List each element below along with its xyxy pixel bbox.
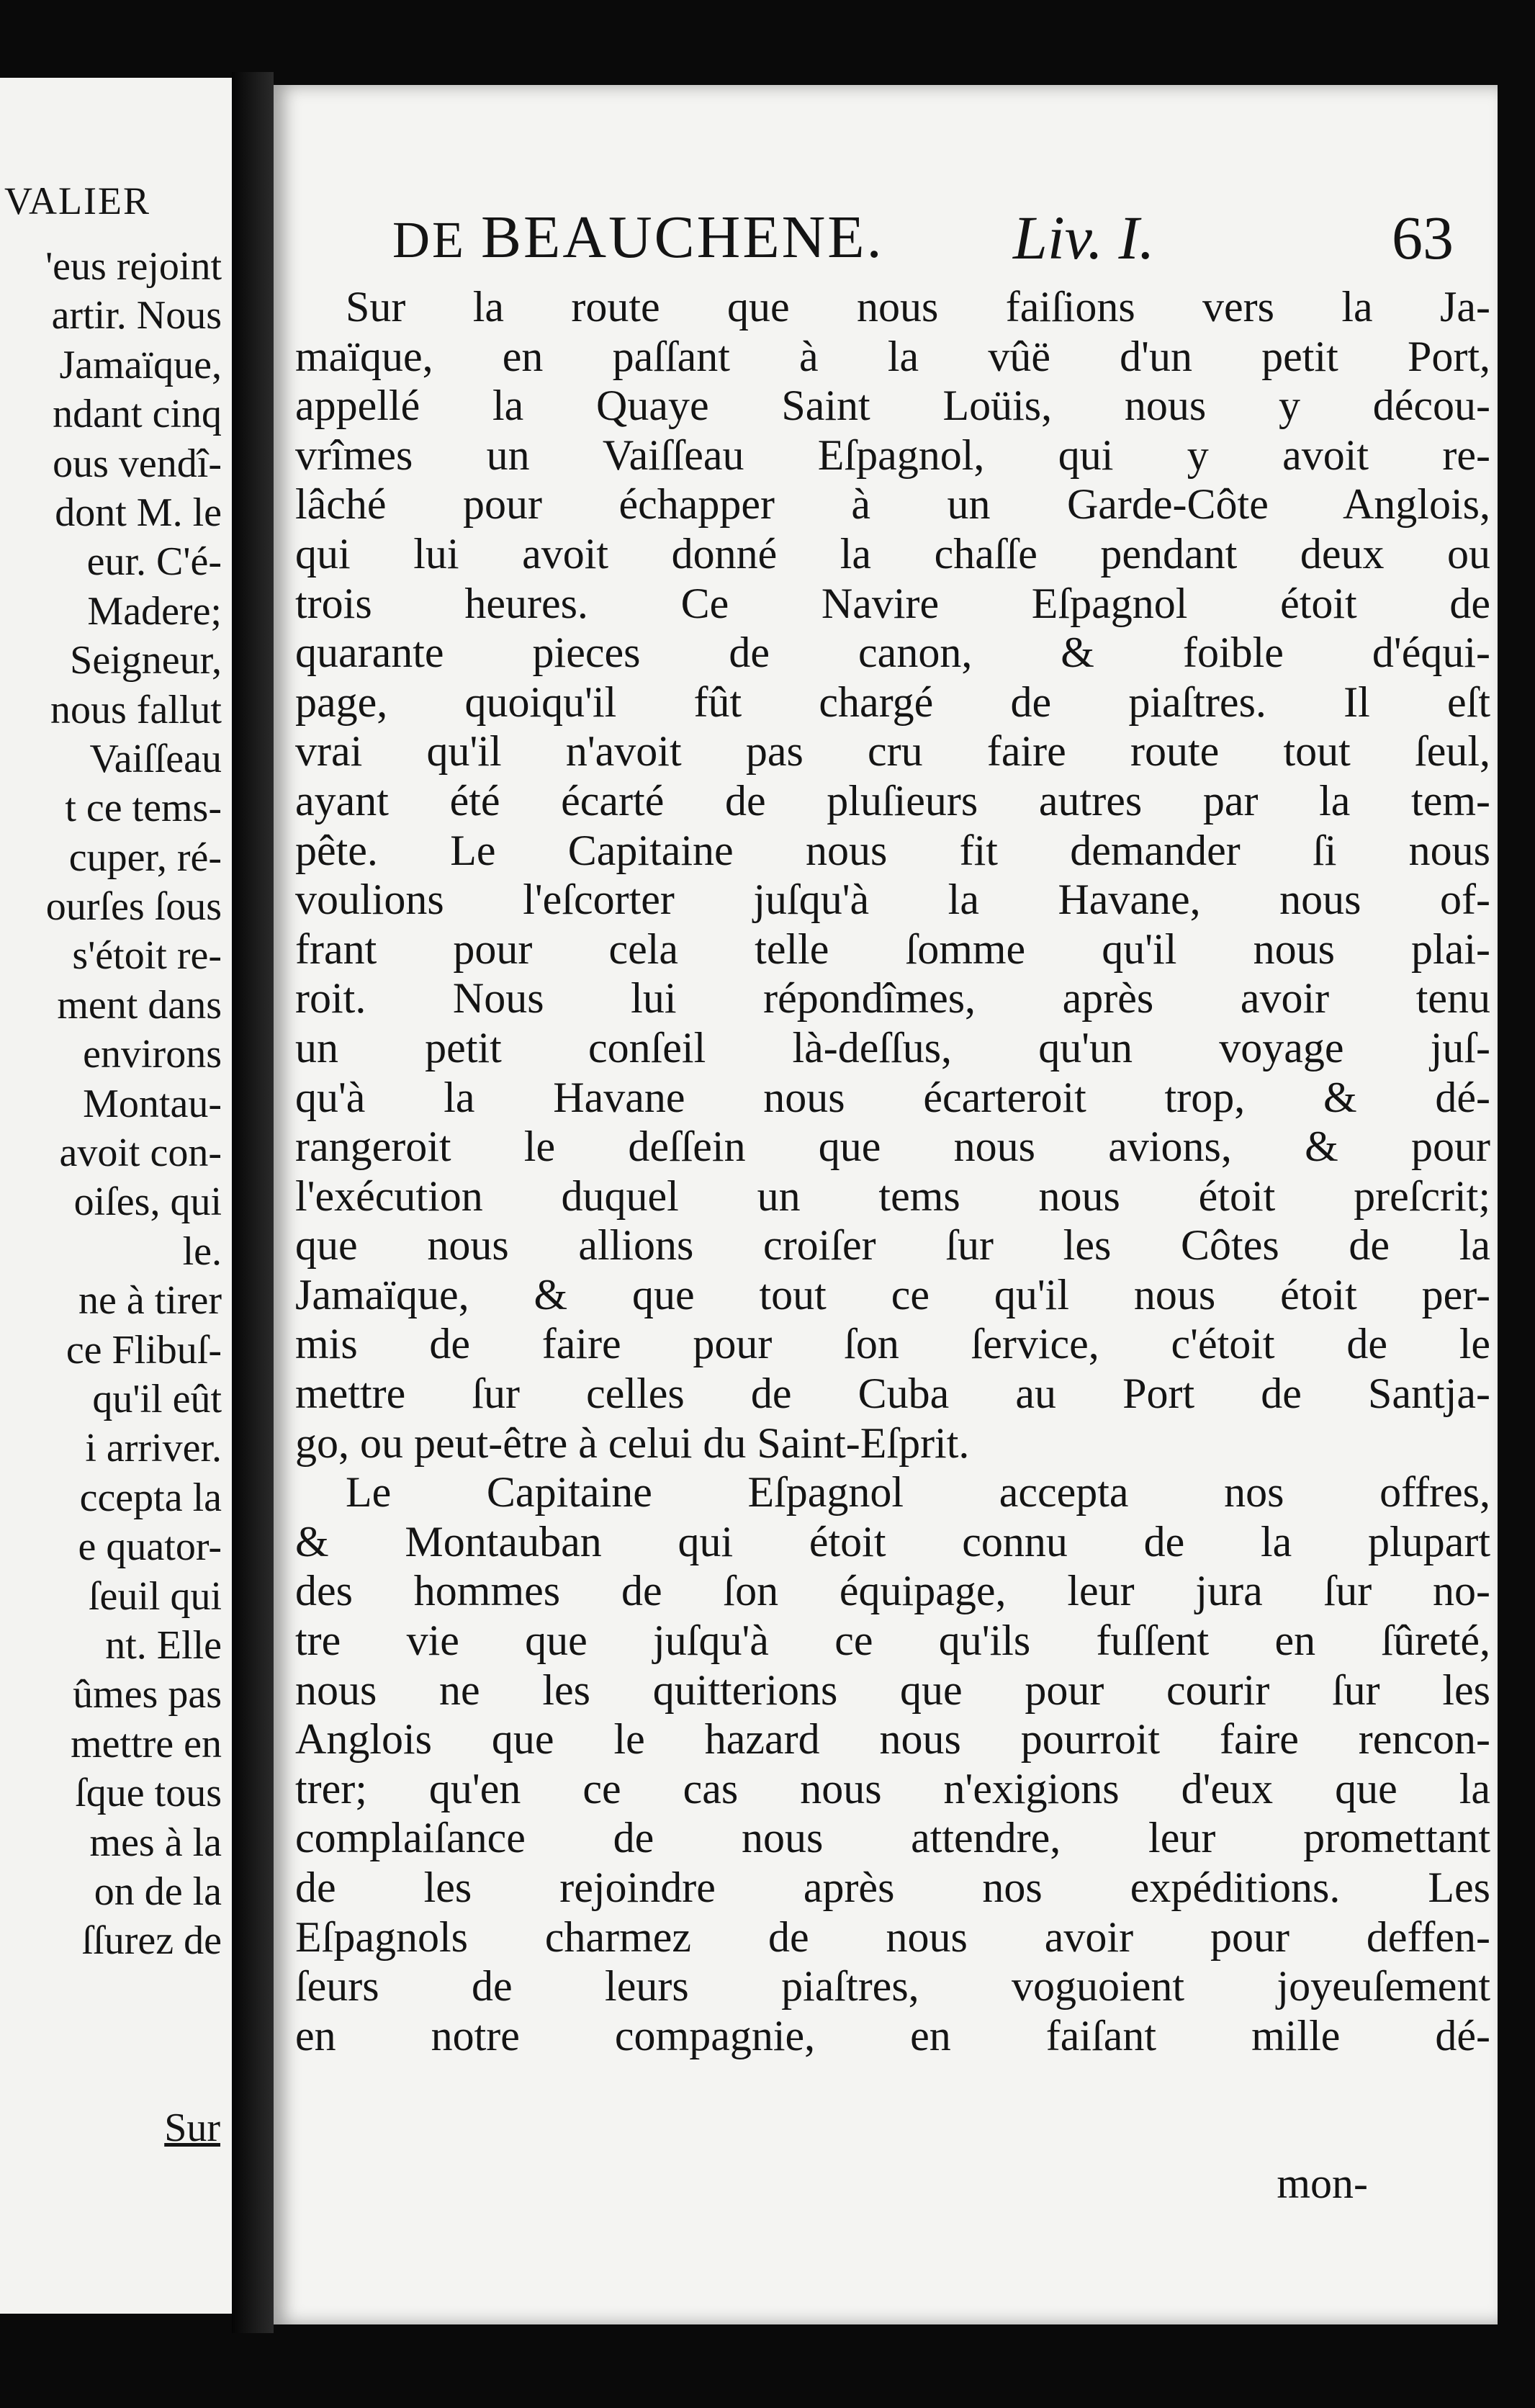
- left-catchword: Sur: [164, 2106, 220, 2150]
- text-line: voulions l'eſcorter juſqu'à la Havane, nous of-: [295, 876, 1490, 924]
- text-line: en notre compagnie, en faiſant mille dé-: [295, 2011, 1490, 2059]
- left-text-line: cuper, ré-: [68, 835, 222, 880]
- text-line: & Montauban qui étoit connu de la plupart: [295, 1517, 1490, 1565]
- left-text-line: ſſurez de: [81, 1918, 222, 1964]
- right-page: [274, 85, 1498, 2324]
- text-line: Le Capitaine Eſpagnol accepta nos offres,: [346, 1468, 1490, 1517]
- left-text-line: environs: [83, 1032, 222, 1077]
- left-text-line: ſque tous: [75, 1771, 222, 1816]
- left-text-line: t ce tems-: [65, 786, 222, 831]
- text-line: nous ne les quitterions que pour courir ſur les: [295, 1666, 1490, 1714]
- left-page: [0, 78, 232, 2314]
- text-line: un petit conſeil là-deſſus, qu'un voyage juſ-: [295, 1023, 1490, 1072]
- left-text-line: artir. Nous: [51, 293, 222, 338]
- text-line: ayant été écarté de pluſieurs autres par la tem-: [295, 776, 1490, 825]
- left-text-line: le.: [182, 1228, 222, 1274]
- text-line: page, quoiqu'il fût chargé de piaſtres. Il eſt: [295, 678, 1490, 726]
- left-text-line: Jamaïque,: [59, 342, 222, 387]
- running-title-prefix: DE: [392, 211, 466, 269]
- text-line: mettre ſur celles de Cuba au Port de Santja-: [295, 1370, 1490, 1418]
- text-line: maïque, en paſſant à la vûë d'un petit Port,: [295, 332, 1490, 380]
- left-text-line: ſeuil qui: [88, 1573, 222, 1619]
- left-text-line: Madere;: [87, 588, 222, 634]
- left-running-title: VALIER: [4, 179, 151, 223]
- left-text-line: avoit con-: [59, 1131, 222, 1176]
- text-line: go, ou peut-être à celui du Saint-Eſprit.: [295, 1419, 970, 1467]
- book-gutter: [232, 72, 274, 2333]
- text-line: vrîmes un Vaiſſeau Eſpagnol, qui y avoit re-: [295, 431, 1490, 479]
- text-line: frant pour cela telle ſomme qu'il nous plai-: [295, 925, 1490, 973]
- text-line: lâché pour échapper à un Garde-Côte Anglois,: [295, 480, 1490, 529]
- left-text-line: Montau-: [83, 1081, 222, 1126]
- text-line: Sur la route que nous faiſions vers la Ja-: [346, 283, 1490, 331]
- text-line: tre vie que juſqu'à ce qu'ils fuſſent en ſûreté,: [295, 1617, 1490, 1665]
- book-number: Liv. I.: [1013, 203, 1155, 272]
- text-line: appellé la Quaye Saint Loüis, nous y décou-: [295, 382, 1490, 430]
- left-text-line: qu'il eût: [92, 1376, 222, 1421]
- text-line: complaiſance de nous attendre, leur promettant: [295, 1814, 1490, 1862]
- left-text-line: ccepta la: [79, 1475, 222, 1520]
- text-line: de les rejoindre après nos expéditions. Les: [295, 1864, 1490, 1911]
- text-line: des hommes de ſon équipage, leur jura ſur no-: [295, 1567, 1490, 1615]
- text-line: trer; qu'en ce cas nous n'exigions d'eux que la: [295, 1764, 1490, 1812]
- text-line: rangeroit le deſſein que nous avions, & pour: [295, 1123, 1490, 1171]
- text-line: quarante pieces de canon, & foible d'équi-: [295, 629, 1490, 677]
- left-text-line: ce Flibuſ-: [66, 1327, 222, 1373]
- left-text-line: ous vendî-: [53, 441, 222, 486]
- left-text-line: 'eus rejoint: [45, 244, 222, 289]
- text-line: Anglois que le hazard nous pourroit faire rencon-: [295, 1715, 1490, 1764]
- left-text-line: eur. C'é-: [86, 539, 222, 585]
- text-line: l'exécution duquel un tems nous étoit preſcrit;: [295, 1172, 1490, 1220]
- left-text-line: i arriver.: [85, 1426, 222, 1471]
- left-text-line: ourſes ſous: [45, 884, 222, 930]
- text-line: que nous allions croiſer ſur les Côtes de la: [295, 1221, 1490, 1270]
- page-number: 63: [1392, 203, 1454, 272]
- left-text-line: Vaiſſeau: [89, 736, 222, 781]
- text-line: Eſpagnols charmez de nous avoir pour deffen-: [295, 1913, 1490, 1961]
- left-text-line: e quator-: [78, 1524, 222, 1570]
- left-text-column: [45, 242, 222, 1966]
- left-text-line: mes à la: [89, 1820, 222, 1865]
- body-text: [295, 282, 1490, 2060]
- text-line: roit. Nous lui répondîmes, après avoir tenu: [295, 974, 1490, 1023]
- left-text-line: ûmes pas: [73, 1672, 222, 1717]
- left-text-line: s'étoit re-: [72, 933, 222, 979]
- catchword: mon-: [1277, 2160, 1368, 2207]
- left-text-line: ndant cinq: [53, 392, 222, 437]
- text-line: Jamaïque, & que tout ce qu'il nous étoit per-: [295, 1270, 1490, 1318]
- text-line: pête. Le Capitaine nous fit demander ſi nous: [295, 826, 1490, 874]
- text-line: trois heures. Ce Navire Eſpagnol étoit de: [295, 579, 1490, 627]
- text-line: mis de faire pour ſon ſervice, c'étoit de le: [295, 1320, 1490, 1368]
- running-title-name: BEAUCHENE.: [480, 204, 884, 271]
- left-text-line: Seigneur,: [70, 638, 222, 683]
- text-line: qu'à la Havane nous écarteroit trop, & dé-: [295, 1073, 1490, 1121]
- left-text-line: on de la: [94, 1869, 222, 1914]
- text-line: ſeurs de leurs piaſtres, voguoient joyeuſement: [295, 1962, 1490, 2011]
- left-text-line: nt. Elle: [105, 1622, 222, 1668]
- left-text-line: nous fallut: [50, 687, 222, 732]
- left-text-line: ment dans: [57, 982, 222, 1028]
- running-title: [392, 202, 884, 276]
- left-text-line: dont M. le: [55, 490, 222, 535]
- text-line: qui lui avoit donné la chaſſe pendant deux ou: [295, 529, 1490, 578]
- left-text-line: mettre en: [71, 1721, 222, 1766]
- left-text-line: ne à tirer: [78, 1278, 222, 1324]
- text-line: vrai qu'il n'avoit pas cru faire route tout ſeul,: [295, 727, 1490, 776]
- running-header: [392, 202, 1454, 274]
- left-text-line: oiſes, qui: [73, 1180, 222, 1225]
